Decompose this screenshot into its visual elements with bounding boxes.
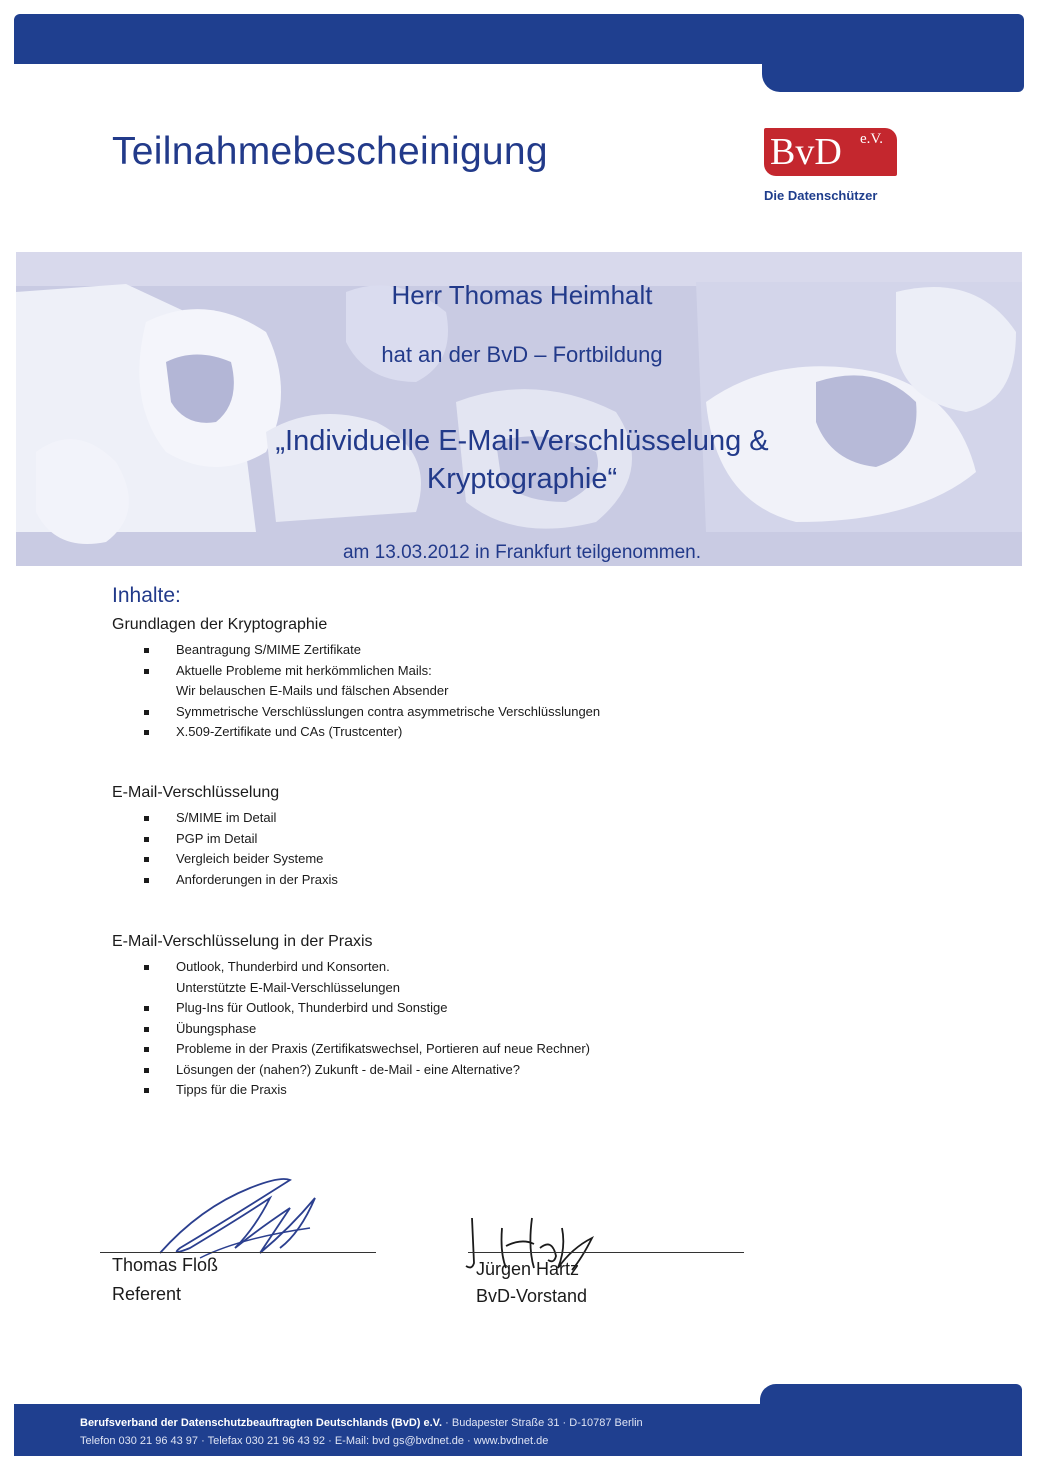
document-title: Teilnahmebescheinigung <box>112 130 548 173</box>
list-item: S/MIME im Detail <box>144 808 338 829</box>
list-item: Vergleich beider Systeme <box>144 849 338 870</box>
footer-org-name: Berufsverband der Datenschutzbeauftragten Deutschlands (BvD) e.V. <box>80 1417 443 1429</box>
referent-role: Referent <box>112 1284 182 1304</box>
list-item: Lösungen der (nahen?) Zukunft - de-Mail - eine Alternative? <box>144 1060 590 1081</box>
list-item: Outlook, Thunderbird und Konsorten. Unterstützte E-Mail-Verschlüsselungen <box>144 957 590 998</box>
section-heading-basics: Grundlagen der Kryptographie <box>112 616 328 633</box>
bullet-list-basics <box>144 640 600 743</box>
list-item: Übungsphase <box>144 1019 590 1040</box>
footer-address <box>80 1417 643 1429</box>
board-member-name: Jürgen Hartz <box>476 1259 580 1279</box>
footer-street: · Budapester Straße 31 · D-10787 Berlin <box>445 1417 643 1429</box>
logo-tagline: Die Datenschützer <box>764 188 878 203</box>
list-item: PGP im Detail <box>144 829 338 850</box>
bullet-list-email-encryption <box>144 808 338 890</box>
list-item: Aktuelle Probleme mit herkömmlichen Mails: Wir belauschen E-Mails und fälschen Absender <box>144 661 600 702</box>
course-title <box>0 422 1044 498</box>
logo-superscript: e.V. <box>860 131 884 147</box>
list-item: X.509-Zertifikate und CAs (Trustcenter) <box>144 722 600 743</box>
signature-line <box>100 1252 376 1253</box>
section-heading-email-encryption: E-Mail-Verschlüsselung <box>112 784 280 801</box>
bvd-logo <box>764 128 897 176</box>
signature-floss-drawing <box>140 1168 340 1268</box>
list-item: Plug-Ins für Outlook, Thunderbird und Sonstige <box>144 998 590 1019</box>
bullet-list-practice <box>144 957 590 1101</box>
footer-contact: Telefon 030 21 96 43 97 · Telefax 030 21 96 43 92 · E-Mail: bvd gs@bvdnet.de · www.bvdnet.de <box>80 1435 549 1447</box>
list-item: Symmetrische Verschlüsslungen contra asymmetrische Verschlüsslungen <box>144 702 600 723</box>
section-heading-practice: E-Mail-Verschlüsselung in der Praxis <box>112 933 373 950</box>
board-member-role: BvD-Vorstand <box>476 1286 588 1306</box>
course-title-line-2: Kryptographie“ <box>426 463 618 495</box>
signature-line <box>468 1252 744 1253</box>
intro-text: hat an der BvD – Fortbildung <box>381 342 663 367</box>
logo-text: BvD <box>770 131 842 173</box>
list-item: Anforderungen in der Praxis <box>144 870 338 891</box>
header-bar-tab <box>762 40 1024 92</box>
list-item: Probleme in der Praxis (Zertifikatswechsel, Portieren auf neue Rechner) <box>144 1039 590 1060</box>
course-title-line-1: „Individuelle E-Mail-Verschlüsselung & <box>275 425 769 457</box>
list-item: Tipps für die Praxis <box>144 1080 590 1101</box>
footer-bar <box>14 1404 1022 1456</box>
referent-name: Thomas Floß <box>112 1255 219 1275</box>
attendance-date: am 13.03.2012 in Frankfurt teilgenommen. <box>342 542 702 563</box>
list-item: Beantragung S/MIME Zertifikate <box>144 640 600 661</box>
recipient-name: Herr Thomas Heimhalt <box>391 280 653 310</box>
contents-heading: Inhalte: <box>112 584 181 607</box>
